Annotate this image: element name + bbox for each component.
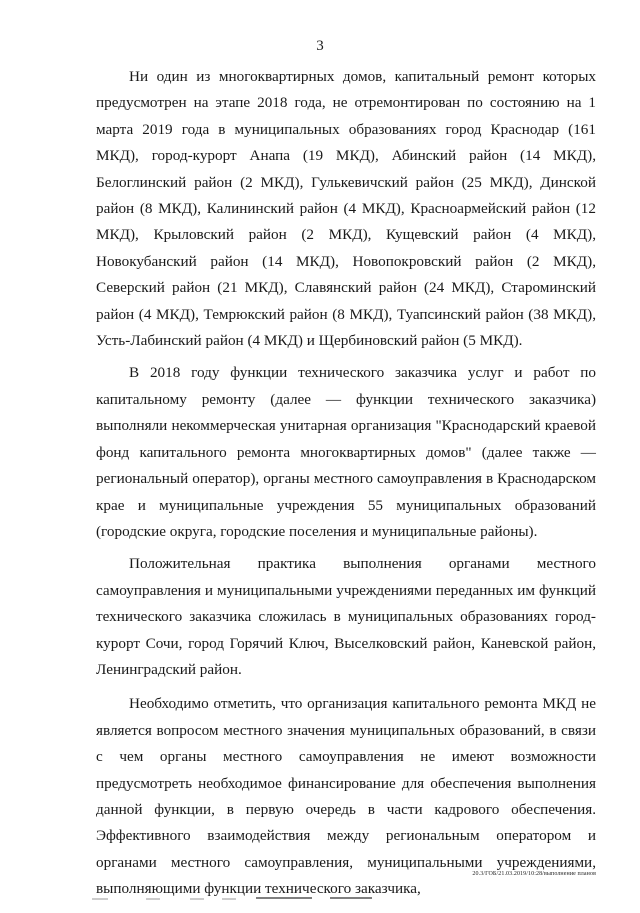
page-number: 3 (316, 38, 324, 54)
body-text (96, 64, 596, 913)
paragraph-technical-customer: В 2018 году функции технического заказчика услуг и работ по капитальному ремонту (далее — функции технического заказчика) выполняли некоммерческая унитарная организация "Краснодарский краевой фонд капитального ремонта многоквартирных домов" (далее также — региональный оператор), органы местного самоуправления в Краснодарском крае и муниципальные учреждения 55 муниципальных образований (городские округа, городские поселения и муниципальные районы). (96, 364, 596, 540)
document-footer-code: 20.3/ГОБ/21.03.2019/10:28/выполнение планов (472, 871, 596, 877)
paragraph-unrepaired-buildings: Ни один из многоквартирных домов, капитальный ремонт которых предусмотрен на этапе 2018 года, не отремонтирован по состоянию на 1 марта 2019 года в муниципальных образованиях город Краснодар (161 МКД), город-курорт Анапа (19 МКД), Абинский район (14 МКД), Белоглинский район (2 МКД), Гулькевичский район (25 МКД), Динской район (8 МКД), Калининский район (4 МКД), Красноармейский район (12 МКД), Крыловский район (2 МКД), Кущевский район (4 МКД), Новокубанский район (14 МКД), Новопокровский район (2 МКД), Северский район (21 МКД), Славянский район (24 МКД), Староминский район (4 МКД), Темрюкский район (8 МКД), Туапсинский район (38 МКД), Усть-Лабинский район (4 МКД) и Щербиновский район (5 МКД). (96, 68, 596, 350)
scan-edge-artifacts (0, 893, 640, 905)
paragraph-positive-practice: Положительная практика выполнения органами местного самоуправления и муниципальными учреждениями переданных им функций технического заказчика сложилась в муниципальных образованиях город-курорт Сочи, город Горячий Ключ, Выселковский район, Каневской район, Ленинградский район. (96, 555, 596, 678)
paragraph-local-significance: Необходимо отметить, что организация капитального ремонта МКД не является вопросом местного значения муниципальных образований, в связи с чем органы местного самоуправления не имеют возможности предусмотреть необходимое финансирование для обеспечения выполнения данной функции, в первую очередь в части кадрового обеспечения. Эффективного взаимодействия между региональным оператором и органами местного самоуправления, муниципальными учреждениями, выполняющими функции технического заказчика, (96, 695, 596, 898)
